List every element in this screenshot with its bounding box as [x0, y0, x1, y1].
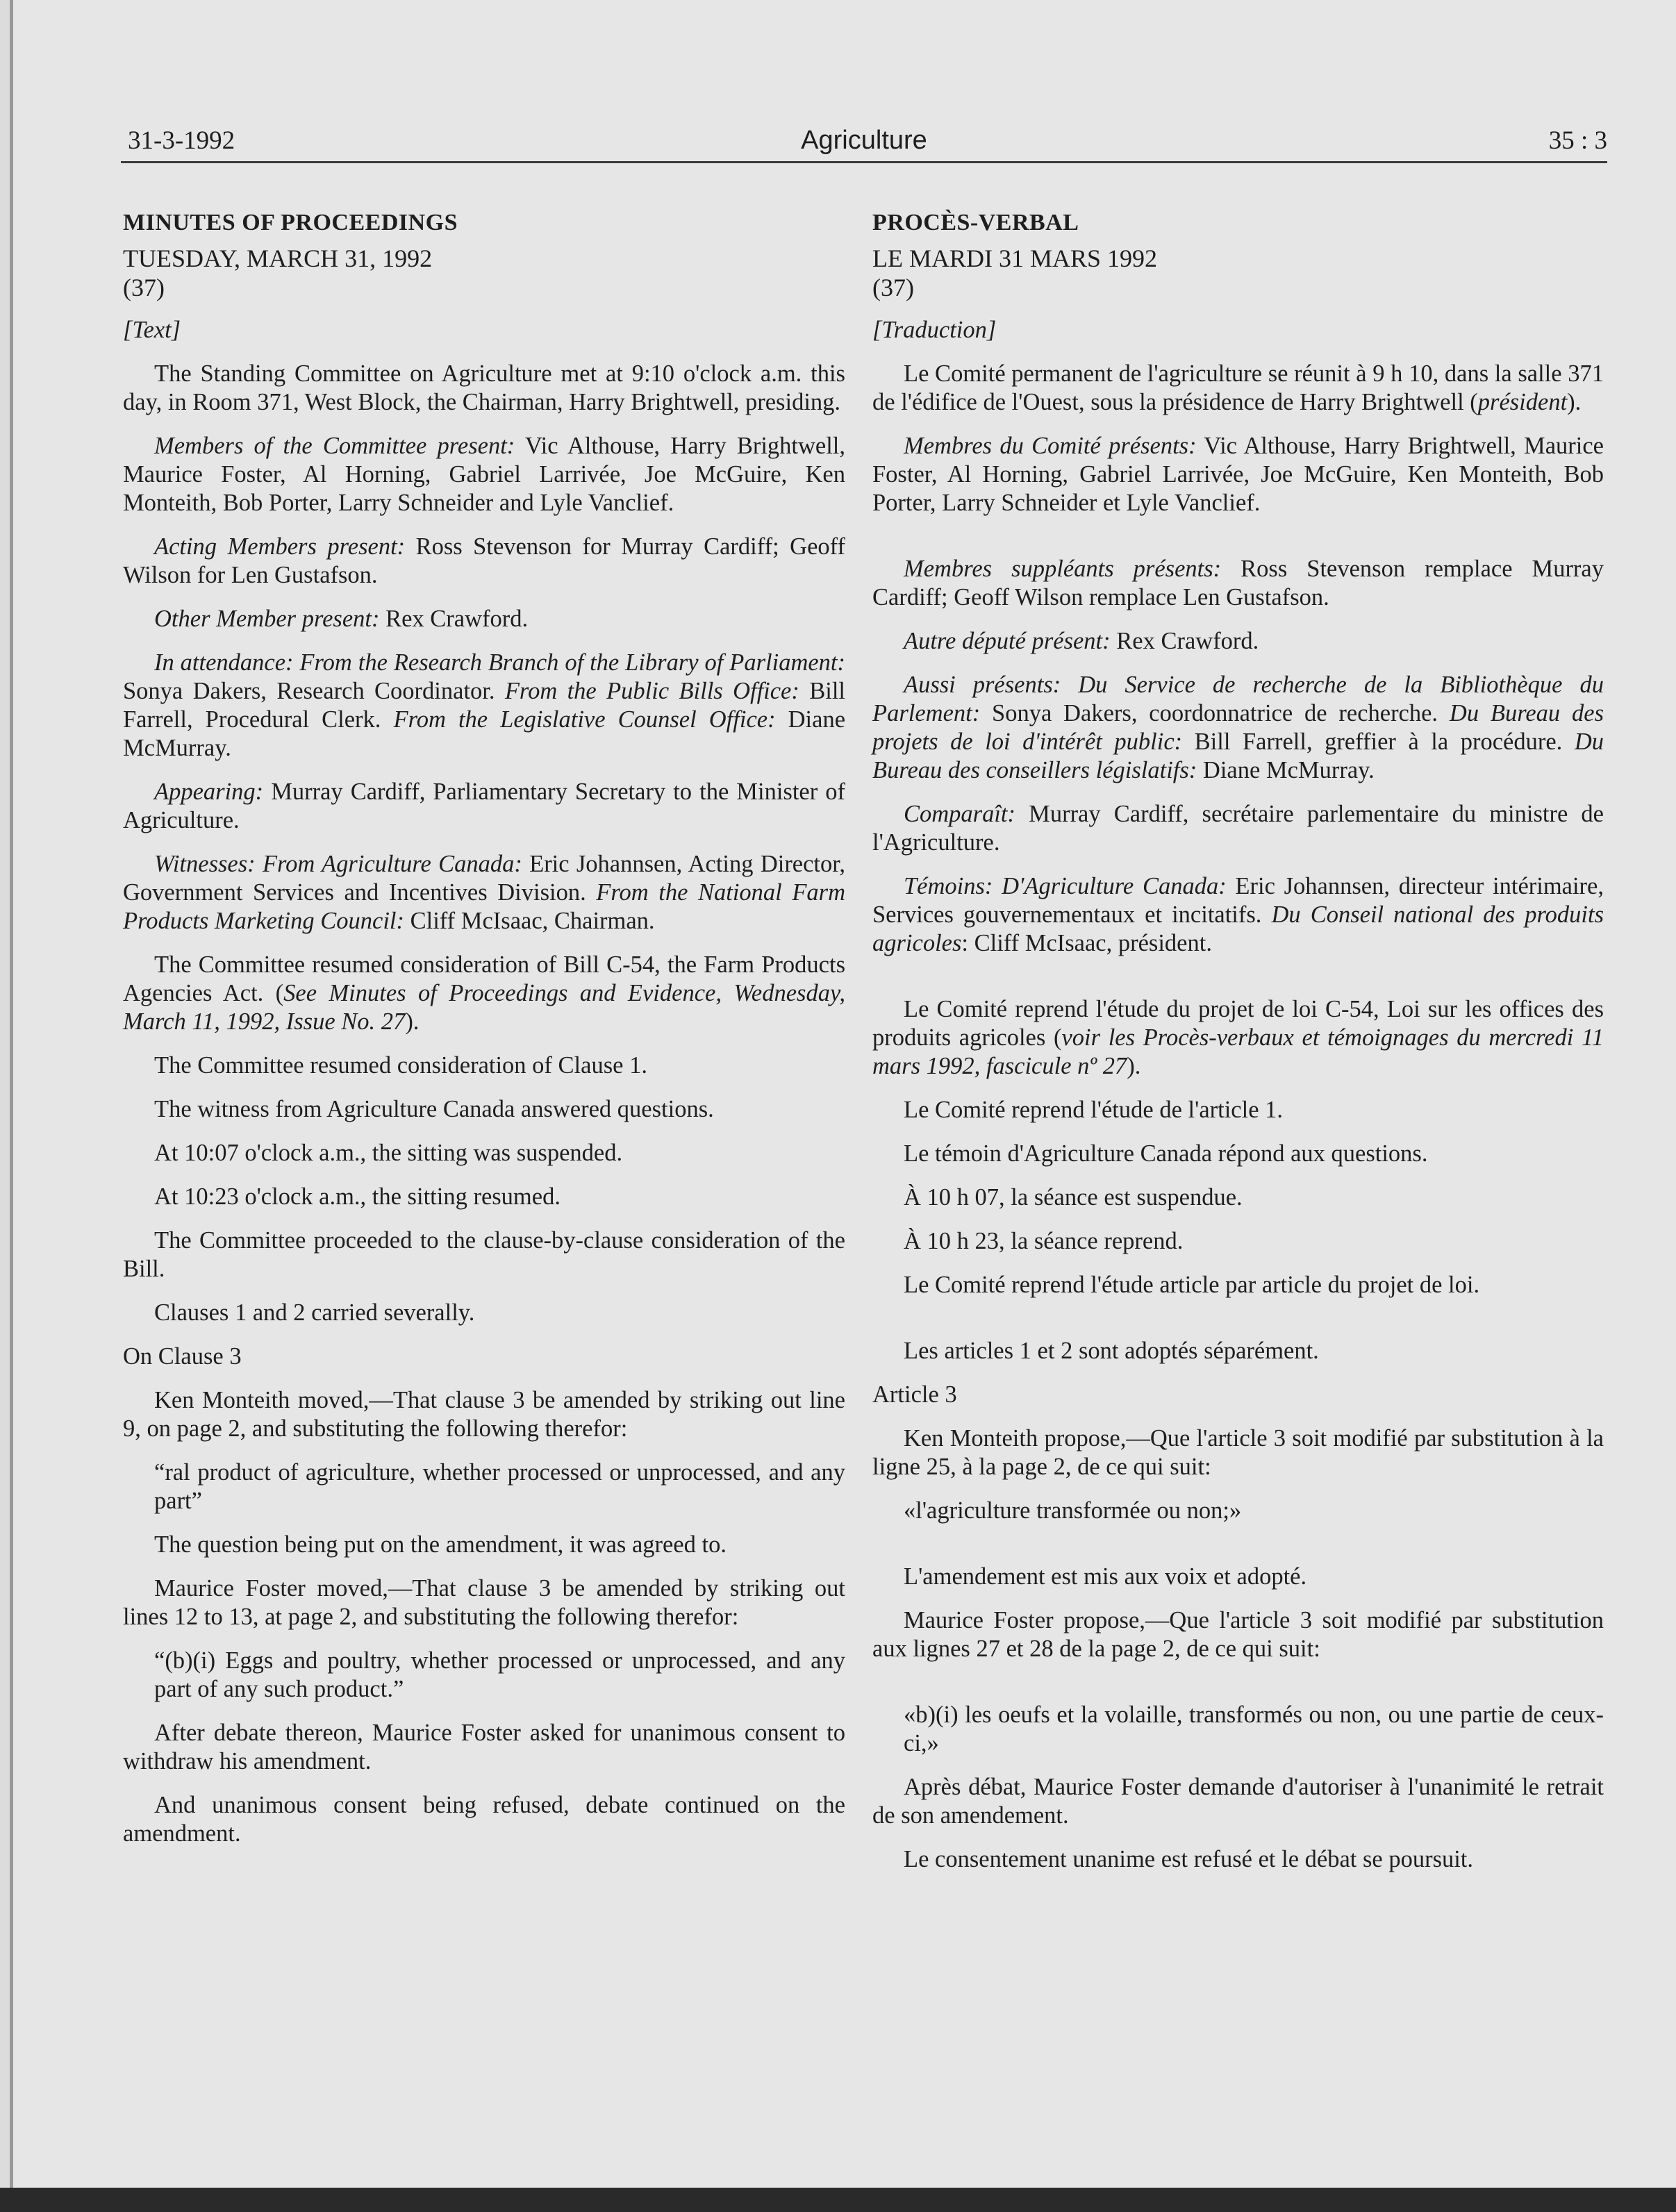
amendment-agreed: The question being put on the amendment, it was agreed to.: [154, 1531, 727, 1558]
foster-motion: Maurice Foster moved,—That clause 3 be amended by striking out lines 12 to 13, at page 2, and substituting the following therefor:: [123, 1575, 845, 1630]
temoin-repond: Le témoin d'Agriculture Canada répond aux questions.: [904, 1140, 1428, 1167]
in-attendance: In attendance: From the Research Branch of the Library of Parliament: Sonya Dakers, Research Coordinator. From the Public Bills Office: Bill Farrell, Procedural Clerk. From the Legislative Counsel Office: Diane McMurray.: [123, 649, 846, 761]
header-page-number: 35 : 3: [1548, 126, 1607, 155]
articles-adoptes: Les articles 1 et 2 sont adoptés séparément.: [904, 1338, 1319, 1364]
seance-number: (37): [872, 274, 914, 301]
consentement-refuse: Le consentement unanime est refusé et le débat se poursuit.: [904, 1846, 1474, 1872]
texte-amendement-monteith: «l'agriculture transformée ou non;»: [904, 1497, 1242, 1524]
appearing: Appearing: Murray Cardiff, Parliamentary Secretary to the Minister of Agriculture.: [123, 779, 845, 833]
french-column: [872, 208, 1604, 1889]
sitting-suspended: At 10:07 o'clock a.m., the sitting was suspended.: [154, 1140, 623, 1166]
acting-members: Acting Members present: Ross Stevenson for Murray Cardiff; Geoff Wilson for Len Gustafson.: [123, 533, 845, 588]
monteith-motion: Ken Monteith moved,—That clause 3 be amended by striking out line 9, on page 2, and substituting the following therefor:: [123, 1387, 845, 1442]
members-present: Members of the Committee present: Vic Althouse, Harry Brightwell, Maurice Foster, Al Horning, Gabriel Larrivée, Joe McGuire, Ken Monteith, Bob Porter, Larry Schneider and Lyle Vanclief.: [123, 433, 846, 516]
meeting-number: (37): [123, 274, 165, 301]
temoins: Témoins: D'Agriculture Canada: Eric Johannsen, directeur intérimaire, Services gouvernementaux et incitatifs. Du Conseil national des produits agricoles: Cliff McIsaac, président.: [872, 873, 1604, 956]
monteith-amendment-text: “ral product of agriculture, whether processed or unprocessed, and any part”: [154, 1459, 845, 1514]
membres-suppleants: Membres suppléants présents: Ross Stevenson remplace Murray Cardiff; Geoff Wilson remplace Len Gustafson.: [872, 556, 1604, 610]
other-member: Other Member present: Rex Crawford.: [154, 606, 529, 632]
header-title: Agriculture: [801, 126, 927, 155]
meeting-date: TUESDAY, MARCH 31, 1992: [123, 244, 433, 272]
clause-3-heading: On Clause 3: [123, 1343, 242, 1370]
clause-by-clause: The Committee proceeded to the clause-by-clause consideration of the Bill.: [123, 1227, 845, 1282]
withdrawal-request: After debate thereon, Maurice Foster asked for unanimous consent to withdraw his amendment.: [123, 1720, 845, 1774]
sitting-resumed: At 10:23 o'clock a.m., the sitting resumed.: [154, 1183, 561, 1210]
english-column: [123, 208, 845, 1863]
seance-reprend: À 10 h 23, la séance reprend.: [904, 1228, 1184, 1254]
texte-amendement-foster: «b)(i) les oeufs et la volaille, transformés ou non, ou une partie de ceux-ci,»: [904, 1702, 1604, 1756]
seance-date: LE MARDI 31 MARS 1992: [872, 244, 1158, 272]
motion-foster: Maurice Foster propose,—Que l'article 3 soit modifié par substitution aux lignes 27 et 28 de la page 2, de ce qui suit:: [872, 1607, 1604, 1662]
traduction-tag: [Traduction]: [872, 317, 997, 343]
demande-retrait: Après débat, Maurice Foster demande d'autoriser à l'unanimité le retrait de son amendement.: [872, 1774, 1604, 1829]
page-header: [121, 119, 1607, 163]
foster-amendment-text: “(b)(i) Eggs and poultry, whether processed or unprocessed, and any part of any such product.”: [154, 1647, 845, 1702]
paragraphe-ouverture: Le Comité permanent de l'agriculture se réunit à 9 h 10, dans la salle 371 de l'édifice de l'Ouest, sous la présidence de Harry Brightwell (président).: [872, 360, 1604, 415]
clause-1-consideration: The Committee resumed consideration of Clause 1.: [154, 1052, 647, 1079]
amendement-adopte: L'amendement est mis aux voix et adopté.: [904, 1563, 1307, 1590]
membres-presents: Membres du Comité présents: Vic Althouse, Harry Brightwell, Maurice Foster, Al Horning, Gabriel Larrivée, Joe McGuire, Ken Monteith, Bob Porter, Larry Schneider et Lyle Vanclief.: [872, 433, 1604, 516]
scan-bottom-edge: [0, 2188, 1676, 2212]
article-3-titre: Article 3: [872, 1381, 957, 1408]
etude-projet-loi: Le Comité reprend l'étude du projet de loi C-54, Loi sur les offices des produits agricoles (voir les Procès-verbaux et témoignages du mercredi 11 mars 1992, fascicule nº 27).: [872, 996, 1604, 1079]
witnesses: Witnesses: From Agriculture Canada: Eric Johannsen, Acting Director, Government Services and Incentives Division. From the National Farm Products Marketing Council: Cliff McIsaac, Chairman.: [123, 851, 846, 934]
proces-verbal-heading: PROCÈS-VERBAL: [872, 210, 1079, 235]
consent-refused: And unanimous consent being refused, debate continued on the amendment.: [123, 1792, 845, 1847]
motion-monteith: Ken Monteith propose,—Que l'article 3 soit modifié par substitution à la ligne 25, à la page 2, de ce qui suit:: [872, 1425, 1604, 1480]
comparait: Comparaît: Murray Cardiff, secrétaire parlementaire du ministre de l'Agriculture.: [872, 801, 1604, 856]
bill-consideration: The Committee resumed consideration of Bill C-54, the Farm Products Agencies Act. (See Minutes of Proceedings and Evidence, Wednesday, March 11, 1992, Issue No. 27).: [123, 951, 845, 1035]
witness-answers: The witness from Agriculture Canada answered questions.: [154, 1096, 714, 1122]
document-page: [10, 0, 1676, 2188]
header-date: 31-3-1992: [128, 126, 235, 155]
clauses-carried: Clauses 1 and 2 carried severally.: [154, 1299, 475, 1326]
autre-depute: Autre député présent: Rex Crawford.: [904, 628, 1259, 654]
seance-suspendue: À 10 h 07, la séance est suspendue.: [904, 1184, 1243, 1211]
etude-article-1: Le Comité reprend l'étude de l'article 1.: [904, 1097, 1284, 1123]
article-par-article: Le Comité reprend l'étude article par article du projet de loi.: [904, 1272, 1480, 1298]
minutes-heading: MINUTES OF PROCEEDINGS: [123, 210, 458, 235]
opening-paragraph: The Standing Committee on Agriculture met at 9:10 o'clock a.m. this day, in Room 371, West Block, the Chairman, Harry Brightwell, presiding.: [123, 360, 845, 415]
aussi-presents: Aussi présents: Du Service de recherche de la Bibliothèque du Parlement: Sonya Dakers, coordonnatrice de recherche. Du Bureau des projets de loi d'intérêt public: Bill Farrell, greffier à la procédure. Du Bureau des conseillers législatifs: Diane McMurray.: [872, 672, 1604, 783]
text-tag: [Text]: [123, 317, 181, 343]
